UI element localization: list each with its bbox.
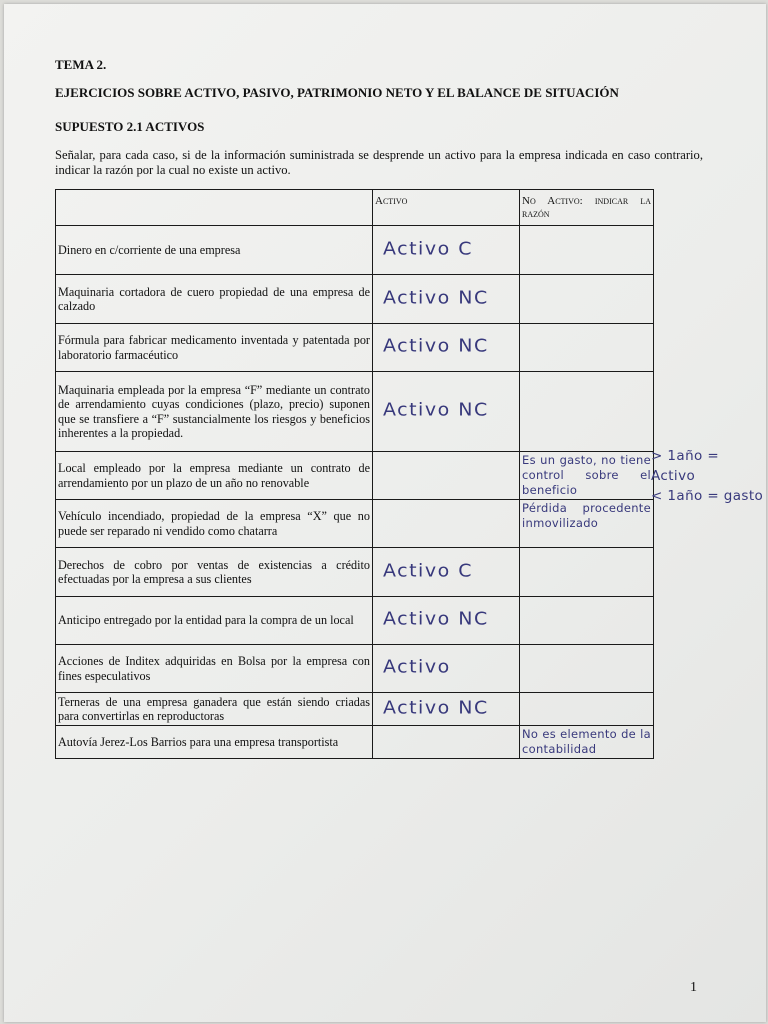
table-row bbox=[56, 500, 654, 548]
header-empty-cell bbox=[56, 190, 373, 226]
row-description: Derechos de cobro por ventas de existencias a crédito efectuadas por la empresa a sus clientes bbox=[56, 548, 373, 597]
handwritten-answer: Activo NC bbox=[383, 697, 489, 719]
handwritten-answer: Activo NC bbox=[383, 399, 489, 421]
row-description: Autovía Jerez-Los Barrios para una empresa transportista bbox=[56, 726, 373, 759]
page-number: 1 bbox=[690, 980, 697, 995]
handwritten-reason: Es un gasto, no tiene control sobre el beneficio bbox=[522, 453, 651, 497]
row-description: Fórmula para fabricar medicamento inventada y patentada por laboratorio farmacéutico bbox=[56, 324, 373, 372]
table-row bbox=[56, 726, 654, 759]
side-note-line: < 1año = gasto bbox=[651, 488, 764, 504]
exercise-title: EJERCICIOS SOBRE ACTIVO, PASIVO, PATRIMONIO NETO Y EL BALANCE DE SITUACIÓN bbox=[55, 85, 619, 100]
topic-heading: TEMA 2. bbox=[55, 57, 107, 72]
table-row bbox=[56, 548, 654, 597]
row-description: Maquinaria cortadora de cuero propiedad de una empresa de calzado bbox=[56, 275, 373, 324]
row-description: Maquinaria empleada por la empresa “F” mediante un contrato de arrendamiento cuyas condiciones (plazo, precio) suponen que se transfiere a “F” sustancialmente los riesgos y beneficios inherentes a la propiedad. bbox=[56, 372, 373, 452]
handwritten-side-note bbox=[651, 446, 766, 506]
handwritten-answer: Activo C bbox=[383, 238, 474, 260]
assets-table bbox=[55, 189, 654, 759]
handwritten-reason: No es elemento de la contabilidad bbox=[522, 727, 651, 756]
handwritten-answer: Activo bbox=[383, 656, 451, 678]
table-header-row bbox=[56, 190, 654, 226]
row-description: Acciones de Inditex adquiridas en Bolsa por la empresa con fines especulativos bbox=[56, 645, 373, 693]
table-row bbox=[56, 226, 654, 275]
exercise-subtitle: SUPUESTO 2.1 ACTIVOS bbox=[55, 119, 205, 134]
row-description: Vehículo incendiado, propiedad de la empresa “X” que no puede ser reparado ni vendido como chatarra bbox=[56, 500, 373, 548]
handwritten-answer: Activo NC bbox=[383, 335, 489, 357]
instructions-text: Señalar, para cada caso, si de la información suministrada se desprende un activo para la empresa indicada en caso contrario, indicar la razón por la cual no existe un activo. bbox=[55, 148, 703, 177]
header-no-activo: No Activo: indicar la razón bbox=[520, 190, 654, 226]
handwritten-reason: Pérdida procedente inmovilizado bbox=[522, 501, 651, 530]
table-row bbox=[56, 597, 654, 645]
side-note-line: > 1año = Activo bbox=[651, 448, 720, 484]
header-activo: Activo bbox=[373, 190, 520, 226]
handwritten-answer: Activo C bbox=[383, 560, 474, 582]
document-page bbox=[4, 4, 766, 1022]
table-row bbox=[56, 275, 654, 324]
table-row bbox=[56, 372, 654, 452]
row-description: Dinero en c/corriente de una empresa bbox=[56, 226, 373, 275]
table-row bbox=[56, 452, 654, 500]
table-row bbox=[56, 693, 654, 726]
handwritten-answer: Activo NC bbox=[383, 608, 489, 630]
row-description: Anticipo entregado por la entidad para la compra de un local bbox=[56, 597, 373, 645]
row-description: Terneras de una empresa ganadera que están siendo criadas para convertirlas en reproductoras bbox=[56, 693, 373, 726]
handwritten-answer: Activo NC bbox=[383, 287, 489, 309]
table-row bbox=[56, 324, 654, 372]
table-row bbox=[56, 645, 654, 693]
row-description: Local empleado por la empresa mediante un contrato de arrendamiento por un plazo de un año no renovable bbox=[56, 452, 373, 500]
